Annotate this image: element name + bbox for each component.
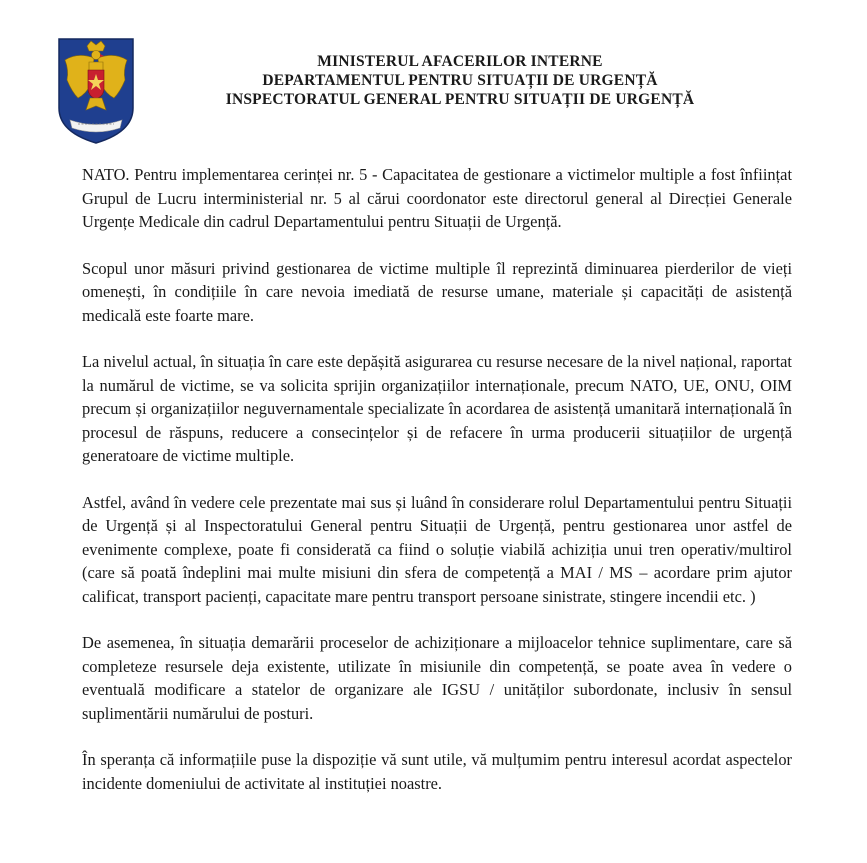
- document-body: [82, 163, 792, 795]
- romanian-coat-of-arms-icon: [56, 36, 136, 146]
- paragraph: La nivelul actual, în situația în care este depășită asigurarea cu resurse necesare de la nivel național, raportat la numărul de victime, se va solicita sprijin organizațiilor internaționale, precum NATO, UE, ONU, OIM precum și organizațiilor neguvernamentale specializate în acordarea de asistență umanitară internațională în procesul de răspuns, reducere a consecințelor și de refacere în urma producerii situațiilor de urgență generatoare de victime multiple.: [82, 352, 792, 465]
- paragraph: NATO. Pentru implementarea cerinței nr. 5 - Capacitatea de gestionare a victimelor multiple a fost înființat Grupul de Lucru interministerial nr. 5 al cărui coordonator este directorul general al Direcției Generale Urgențe Medicale din cadrul Departamentului pentru Situații de Urgență.: [82, 165, 792, 231]
- paragraph: De asemenea, în situația demarării proceselor de achiziționare a mijloacelor tehnice suplimentare, care să completeze resursele deja existente, utilizate în misiunile din competență, se poate avea în vedere o eventuală modificare a statelor de organizare ale IGSU / unităților subordonate, inclusiv în sensul suplimentării numărului de posturi.: [82, 633, 792, 723]
- paragraph: Scopul unor măsuri privind gestionarea de victime multiple îl reprezintă diminuarea pierderilor de vieți omenești, în condițiile în care nevoia imediată de resurse umane, materiale și capacități de asistență medicală este foarte mare.: [82, 258, 792, 325]
- letterhead-inspectorate: INSPECTORATUL GENERAL PENTRU SITUAȚII DE URGENȚĂ: [225, 91, 695, 108]
- letterhead: [140, 52, 780, 109]
- letterhead-department: DEPARTAMENTUL PENTRU SITUAȚII DE URGENȚĂ: [262, 72, 658, 89]
- paragraph: Astfel, având în vedere cele prezentate mai sus și luând în considerare rolul Departamentului pentru Situații de Urgență și al Inspectoratului General pentru Situații de Urgență, pentru gestionarea unor astfel de evenimente complexe, poate fi considerată ca fiind o soluție viabilă achiziția unui tren operativ/multirol (care să poată îndeplini mai multe misiuni din sfera de competență a MAI / MS – acordare prim ajutor calificat, transport pacienți, capacitate mare pentru transport persoane sinistrate, stingere incendii etc. ): [82, 492, 792, 606]
- paragraph: În speranța că informațiile puse la dispoziție vă sunt utile, vă mulțumim pentru interesul acordat aspectelor incidente domeniului de activitate al instituției noastre.: [82, 750, 792, 793]
- letterhead-ministry: MINISTERUL AFACERILOR INTERNE: [317, 53, 603, 70]
